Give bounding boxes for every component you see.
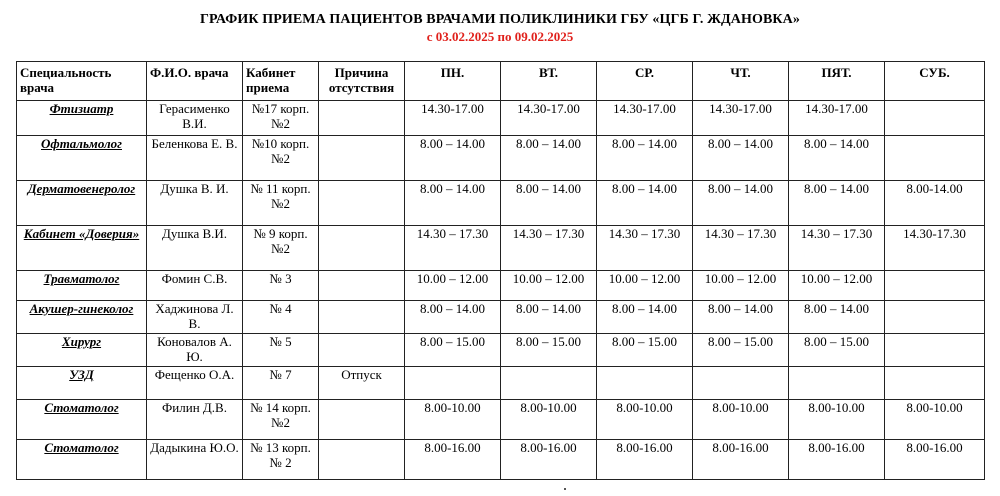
- table-row: [17, 400, 985, 440]
- time-cell: 10.00 – 12.00: [405, 271, 501, 301]
- room-cell: № 14 корп.№2: [243, 400, 319, 440]
- absence-reason-cell: [319, 271, 405, 301]
- table-row: [17, 271, 985, 301]
- time-cell: 8.00-14.00: [885, 181, 985, 226]
- room-cell: № 7: [243, 367, 319, 400]
- room-cell: № 11 корп.№2: [243, 181, 319, 226]
- time-cell: [789, 367, 885, 400]
- doctor-cell: Фомин С.В.: [147, 271, 243, 301]
- time-cell: [885, 136, 985, 181]
- specialty-cell: УЗД: [17, 367, 147, 400]
- time-cell: 10.00 – 12.00: [501, 271, 597, 301]
- absence-reason-cell: [319, 136, 405, 181]
- scan-dot: [564, 488, 566, 490]
- specialty-cell: Дерматовенеролог: [17, 181, 147, 226]
- time-cell: 8.00 – 14.00: [789, 181, 885, 226]
- time-cell: [501, 367, 597, 400]
- time-cell: 8.00-16.00: [405, 440, 501, 480]
- table-row: [17, 136, 985, 181]
- time-cell: 8.00 – 14.00: [693, 181, 789, 226]
- doctor-cell: Фещенко О.А.: [147, 367, 243, 400]
- time-cell: 8.00 – 14.00: [405, 181, 501, 226]
- time-cell: 14.30 – 17.30: [501, 226, 597, 271]
- time-cell: 8.00 – 14.00: [405, 136, 501, 181]
- time-cell: 8.00 – 14.00: [501, 301, 597, 334]
- time-cell: 8.00-16.00: [693, 440, 789, 480]
- absence-reason-cell: [319, 101, 405, 136]
- time-cell: [885, 271, 985, 301]
- time-cell: 8.00 – 14.00: [597, 181, 693, 226]
- header-spec: Специальность врача: [17, 62, 147, 101]
- time-cell: 8.00-16.00: [501, 440, 597, 480]
- time-cell: [885, 334, 985, 367]
- room-cell: №17 корп. №2: [243, 101, 319, 136]
- time-cell: 14.30-17.30: [885, 226, 985, 271]
- doctor-cell: Дадыкина Ю.О.: [147, 440, 243, 480]
- header-reason: Причина отсутствия: [319, 62, 405, 101]
- time-cell: 8.00 – 14.00: [405, 301, 501, 334]
- header-wed: СР.: [597, 62, 693, 101]
- specialty-cell: Фтизиатр: [17, 101, 147, 136]
- header-mon: ПН.: [405, 62, 501, 101]
- time-cell: 8.00 – 15.00: [693, 334, 789, 367]
- date-range: с 03.02.2025 по 09.02.2025: [426, 29, 574, 44]
- time-cell: [885, 367, 985, 400]
- time-cell: 8.00-10.00: [789, 400, 885, 440]
- doctor-cell: Филин Д.В.: [147, 400, 243, 440]
- time-cell: [693, 367, 789, 400]
- time-cell: 8.00 – 15.00: [501, 334, 597, 367]
- absence-reason-cell: [319, 440, 405, 480]
- room-cell: № 4: [243, 301, 319, 334]
- absence-reason-cell: [319, 181, 405, 226]
- specialty-cell: Травматолог: [17, 271, 147, 301]
- header-sat: СУБ.: [885, 62, 985, 101]
- time-cell: 14.30 – 17.30: [405, 226, 501, 271]
- doctor-cell: Душка В.И.: [147, 226, 243, 271]
- time-cell: 8.00-16.00: [885, 440, 985, 480]
- header-fri: ПЯТ.: [789, 62, 885, 101]
- time-cell: 8.00-10.00: [885, 400, 985, 440]
- absence-reason-cell: [319, 301, 405, 334]
- time-cell: 14.30 – 17.30: [789, 226, 885, 271]
- table-row: [17, 181, 985, 226]
- room-cell: № 5: [243, 334, 319, 367]
- time-cell: 8.00-10.00: [501, 400, 597, 440]
- room-cell: № 3: [243, 271, 319, 301]
- room-cell: № 9 корп. №2: [243, 226, 319, 271]
- time-cell: 14.30-17.00: [405, 101, 501, 136]
- table-row: [17, 301, 985, 334]
- time-cell: 8.00-10.00: [597, 400, 693, 440]
- header-thu: ЧТ.: [693, 62, 789, 101]
- absence-reason-cell: [319, 400, 405, 440]
- specialty-cell: Офтальмолог: [17, 136, 147, 181]
- doctor-cell: Хаджинова Л. В.: [147, 301, 243, 334]
- specialty-cell: Хирург: [17, 334, 147, 367]
- specialty-cell: Стоматолог: [17, 440, 147, 480]
- page-title: ГРАФИК ПРИЕМА ПАЦИЕНТОВ ВРАЧАМИ ПОЛИКЛИНИКИ ГБУ «ЦГБ Г. ЖДАНОВКА»: [200, 12, 800, 27]
- time-cell: 8.00 – 14.00: [597, 136, 693, 181]
- time-cell: 8.00 – 14.00: [693, 301, 789, 334]
- time-cell: [405, 367, 501, 400]
- time-cell: 8.00-10.00: [405, 400, 501, 440]
- doctor-cell: Беленкова Е. В.: [147, 136, 243, 181]
- absence-reason-cell: Отпуск: [319, 367, 405, 400]
- table-row: [17, 367, 985, 400]
- header-row: [17, 62, 985, 101]
- absence-reason-cell: [319, 226, 405, 271]
- time-cell: 14.30 – 17.30: [597, 226, 693, 271]
- header-doctor: Ф.И.О. врача: [147, 62, 243, 101]
- header-tue: ВТ.: [501, 62, 597, 101]
- time-cell: 14.30 – 17.30: [693, 226, 789, 271]
- table-row: [17, 226, 985, 271]
- specialty-cell: Стоматолог: [17, 400, 147, 440]
- table-row: [17, 440, 985, 480]
- time-cell: 8.00 – 14.00: [501, 181, 597, 226]
- doctor-cell: Коновалов А. Ю.: [147, 334, 243, 367]
- time-cell: 8.00-10.00: [693, 400, 789, 440]
- time-cell: 8.00 – 14.00: [789, 136, 885, 181]
- time-cell: 10.00 – 12.00: [693, 271, 789, 301]
- room-cell: №10 корп. №2: [243, 136, 319, 181]
- time-cell: 10.00 – 12.00: [597, 271, 693, 301]
- table-row: [17, 334, 985, 367]
- time-cell: 10.00 – 12.00: [789, 271, 885, 301]
- time-cell: 8.00 – 15.00: [405, 334, 501, 367]
- header-room: Кабинет приема: [243, 62, 319, 101]
- time-cell: 8.00 – 14.00: [501, 136, 597, 181]
- time-cell: 8.00 – 14.00: [597, 301, 693, 334]
- room-cell: № 13 корп. № 2: [243, 440, 319, 480]
- time-cell: 14.30-17.00: [501, 101, 597, 136]
- time-cell: 8.00 – 14.00: [789, 301, 885, 334]
- doctor-cell: Душка В. И.: [147, 181, 243, 226]
- doctor-cell: Герасименко В.И.: [147, 101, 243, 136]
- time-cell: 14.30-17.00: [693, 101, 789, 136]
- specialty-cell: Акушер-гинеколог: [17, 301, 147, 334]
- time-cell: 14.30-17.00: [597, 101, 693, 136]
- time-cell: 14.30-17.00: [789, 101, 885, 136]
- specialty-cell: Кабинет «Доверия»: [17, 226, 147, 271]
- table-row: [17, 101, 985, 136]
- time-cell: [885, 101, 985, 136]
- time-cell: 8.00-16.00: [789, 440, 885, 480]
- absence-reason-cell: [319, 334, 405, 367]
- schedule-table: [16, 61, 985, 480]
- time-cell: [597, 367, 693, 400]
- time-cell: [885, 301, 985, 334]
- time-cell: 8.00-16.00: [597, 440, 693, 480]
- time-cell: 8.00 – 15.00: [789, 334, 885, 367]
- time-cell: 8.00 – 14.00: [693, 136, 789, 181]
- time-cell: 8.00 – 15.00: [597, 334, 693, 367]
